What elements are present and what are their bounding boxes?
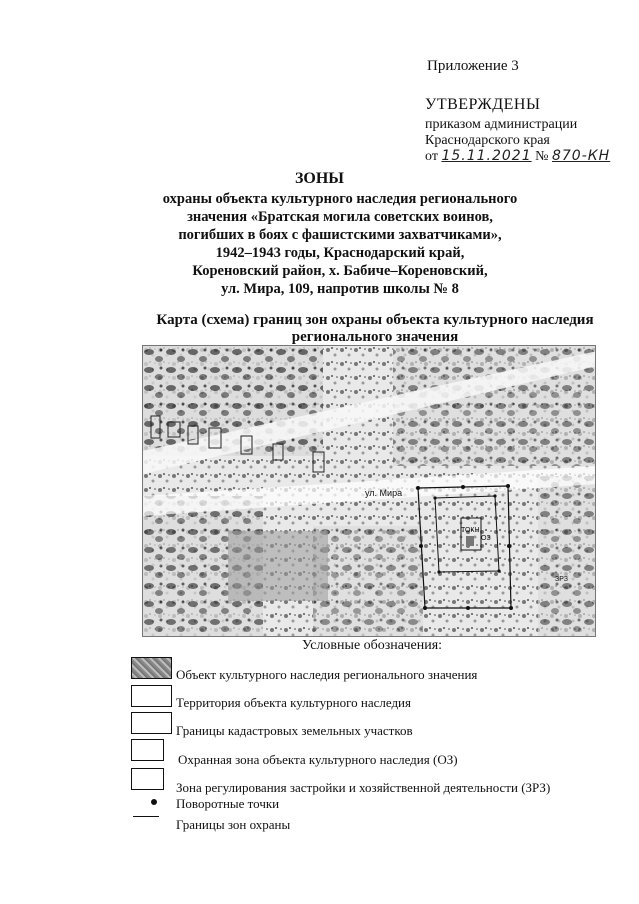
territory-swatch [131,685,172,707]
zone-boundary-line-icon [133,816,159,817]
legend-item-regulation-zone: Зона регулирования застройки и хозяйственной деятельности (ЗРЗ) [176,780,551,795]
zone-map [142,345,596,637]
appendix-label: Приложение 3 [427,58,519,74]
street-label: ул. Мира [365,488,403,498]
approved-by-line: приказом администрации [425,117,578,132]
heritage-object [466,536,474,546]
legend-item-zone-boundaries: Границы зон охраны [176,817,291,832]
turning-point-icon [151,799,157,805]
subtitle-line: охраны объекта культурного наследия регионального [162,191,518,207]
order-number-prefix: № [535,149,549,164]
heritage-object-swatch [131,657,172,679]
protection-zone-swatch [131,739,164,761]
cadastral-swatch [131,712,172,734]
approved-heading: УТВЕРЖДЕНЫ [425,96,541,113]
legend-item-cadastral: Границы кадастровых земельных участков [176,723,413,738]
oz-label: ОЗ [481,535,491,542]
document-subtitle [150,190,530,298]
legend-item-territory: Территория объекта культурного наследия [176,695,411,710]
regulation-zone-swatch [131,768,164,790]
order-from-prefix: от [425,149,438,164]
order-line [425,148,610,165]
map-caption-line: регионального значения [291,329,459,345]
legend-item-protection-zone: Охранная зона объекта культурного наследия (ОЗ) [178,752,458,767]
subtitle-line: погибших в боях с фашистскими захватчиками», [178,227,502,243]
approved-region-line: Краснодарского края [425,133,550,148]
map-image [143,346,596,637]
document-title: ЗОНЫ [294,170,345,187]
zrz-label: ЗРЗ [555,576,568,583]
order-number: 870-КН [551,148,611,164]
subtitle-line: 1942–1943 годы, Краснодарский край, [215,245,465,261]
legend-item-heritage-object: Объект культурного наследия регионального значения [176,667,478,682]
subtitle-line: значения «Братская могила советских воинов, [187,209,493,225]
map-caption-line: Карта (схема) границ зон охраны объекта культурного наследия [156,312,594,328]
legend-title: Условные обозначения: [302,638,443,653]
legend-item-turning-points: Поворотные точки [176,796,280,811]
map-caption [135,312,615,346]
subtitle-line: Кореновский район, х. Бабиче–Кореновский, [192,263,488,279]
order-date: 15.11.2021 [441,148,532,164]
tokn-label: ТОКН [461,527,480,534]
subtitle-line: ул. Мира, 109, напротив школы № 8 [221,281,459,297]
